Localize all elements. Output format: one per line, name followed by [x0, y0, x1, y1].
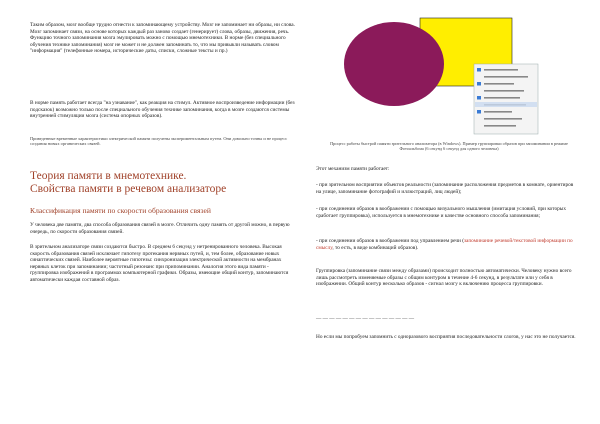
section-title	[30, 170, 298, 195]
section-title-line-2: Свойства памяти в речевом анализаторе	[30, 182, 227, 195]
purple-ellipse	[344, 22, 444, 106]
context-menu	[474, 64, 538, 134]
paragraph-5: В зрительном анализаторе связи создаются быстро. В среднем 6 секунд у нетренированного человека. Высокая скорость образования связей исключает гипотезу протекания нервных путей, и, тем более, образование новых синаптических связей. Наиболее вероятные гипотезы: синхронизация электрической активности на мембранах нервных клеток при запоминании; частотный резонанс при припоминании. Аналогия этого вида памяти - группировка изображений в программах компьютерной графики. Образы, имеющие общий контур, запоминаются автоматически каждая составной образ.	[30, 244, 289, 283]
figure-caption: Процесс работы быстрой памяти зрительного анализатора (в Windows). Пример группировки образов при запоминании в режиме Фотоальбома (6 секунд 6 секунд для одного человека)	[330, 141, 568, 152]
figure-svg	[322, 6, 570, 138]
paragraph-4: У человека две памяти, два способа образования связей в мозге. Отличить одну память от другой можно, в первую очередь, по скорости образования связей.	[30, 222, 290, 235]
closing-paragraph: Но если мы попробуем запомнить с одноразового восприятия последовательности слогов, у нас это не получается.	[316, 334, 576, 340]
paragraph-2: В норме память работает всегда "на узнавание", как реакция на стимул. Активное воспроизведение информации (без подсказок) возможно только после специального обучения технике запоминания, когда в мозге создаются системы внутренней стимуляции мозга (система опорных образов).	[30, 100, 295, 120]
section-title-line-1: Теория памяти в мнемотехнике.	[30, 170, 187, 182]
bullet-2: - при соединении образов в воображении с помощью визуального мышления (имитация условий, при которых сработает группировка), используется в мнемотехнике и качестве основного способа запоминания;	[316, 206, 566, 219]
mechanism-intro: Этот механизм памяти работает:	[316, 166, 390, 172]
bullet-3-before: - при соединении образов в воображении под управлением речи (	[316, 238, 464, 244]
bullet-3	[316, 238, 578, 251]
bullet-1: - при зрительном восприятии объектов реальности (запоминание расположения предметов в комнате, ориентиров на улице, запоминание фотографий и иллюстраций, лиц людей);	[316, 182, 574, 195]
grouping-paragraph: Группировка (запоминание связи между образами) происходит полностью автоматически. Человеку нужно всего лишь рассмотреть изменяемые образы с общим контуром в течение 4-6 секунд, в результате или у себя в изображении. Общий контур несколько образов - сигнал мозгу к включению процесса группировки.	[316, 268, 572, 288]
divider-line: — — — — — — — — — — — — — — —	[316, 316, 414, 322]
figure-illustration	[322, 6, 570, 138]
subsection-title: Классификация памяти по скорости образования связей	[30, 206, 211, 215]
bullet-3-highlight: запоминание речевой/текстовой информации по смыслу	[316, 238, 573, 251]
note-small: Приведенные временные характеристики электрической памяти получены экспериментальным путем. Они довольно точны и не процесс создания новых органических связей.	[30, 136, 288, 147]
paragraph-1: Таким образом, мозг вообще трудно отнести к запоминающему устройству. Мозг не запоминает ни образы, ни слова. Мозг запоминает связи, на основе которых каждый раз заново создает (генерирует) слова, образы, движения, речь. Функцию точного запоминания мозга эмулировать можно с помощью мнемотехники. В норме (без специального обучения технике запоминания) мозг не может и не должен запоминать то, что мы привыкли называть словом "информация" (телефонные номера, исторические даты, списки, сложные тексты и пр.)	[30, 22, 295, 55]
bullet-3-after: , то есть, в виде комбинаций образов).	[332, 244, 419, 251]
